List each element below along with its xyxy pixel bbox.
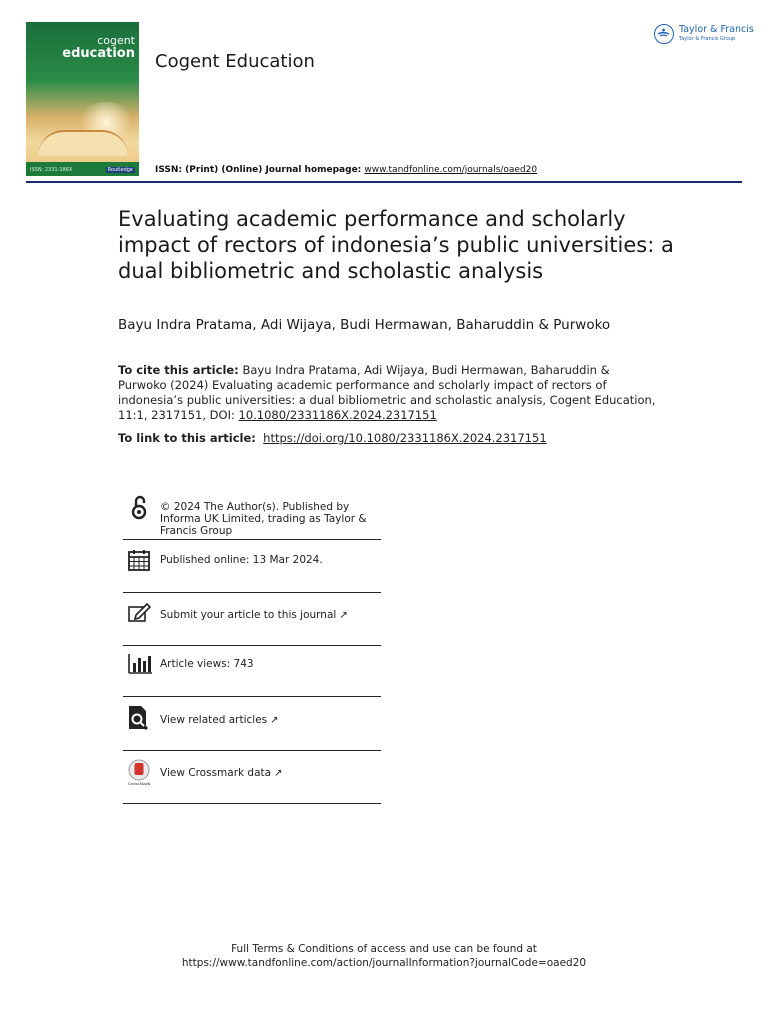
metadata-divider bbox=[123, 803, 381, 804]
article-title: Evaluating academic performance and scholarly impact of rectors of indonesia’s public universities: a dual bibliometric and scholastic analysis bbox=[118, 207, 674, 283]
metadata-divider bbox=[123, 592, 381, 593]
related-search-icon bbox=[127, 705, 151, 729]
footer-terms-url[interactable]: https://www.tandfonline.com/action/journalInformation?journalCode=oaed20 bbox=[181, 957, 587, 969]
cite-doi-link[interactable]: 10.1080/2331186X.2024.2317151 bbox=[238, 408, 437, 422]
link-label: To link to this article: bbox=[118, 431, 256, 445]
article-views-text: Article views: 743 bbox=[160, 658, 254, 670]
metadata-divider bbox=[123, 750, 381, 751]
article-authors: Bayu Indra Pratama, Adi Wijaya, Budi Hermawan, Baharuddin & Purwoko bbox=[118, 317, 611, 333]
cover-brand-education: education bbox=[62, 46, 135, 61]
tf-logo-icon bbox=[654, 24, 674, 44]
cover-issn: ISSN: 2331-186X bbox=[30, 167, 73, 173]
cover-brand-cogent: cogent bbox=[97, 34, 135, 47]
metadata-divider bbox=[123, 645, 381, 646]
open-access-icon bbox=[127, 494, 151, 518]
open-access-text: © 2024 The Author(s). Published by Informa UK Limited, trading as Taylor & Francis Group bbox=[160, 501, 367, 537]
bar-chart-icon bbox=[127, 652, 151, 676]
header-divider bbox=[26, 181, 742, 183]
metadata-divider bbox=[123, 696, 381, 697]
publisher-logo bbox=[654, 22, 754, 48]
external-link-icon: ↗ bbox=[270, 715, 279, 726]
external-link-icon: ↗ bbox=[339, 610, 348, 621]
article-doi-link[interactable]: https://doi.org/10.1080/2331186X.2024.2317151 bbox=[263, 431, 547, 445]
related-articles-link[interactable] bbox=[160, 714, 382, 727]
edit-icon bbox=[127, 601, 151, 625]
issn-line bbox=[155, 165, 537, 175]
crossmark-icon-text: CrossMark bbox=[127, 781, 151, 786]
footer-terms-text: Full Terms & Conditions of access and use can be found at bbox=[231, 943, 537, 955]
cover-publisher-logo: Routledge bbox=[107, 167, 133, 173]
publisher-name: Taylor & Francis bbox=[679, 24, 754, 35]
metadata-divider bbox=[123, 539, 381, 540]
article-link-line bbox=[118, 431, 547, 445]
page-footer bbox=[0, 942, 768, 970]
related-articles-label: View related articles bbox=[160, 714, 268, 726]
crossmark-label: View Crossmark data bbox=[160, 767, 272, 779]
submit-article-label: Submit your article to this journal bbox=[160, 609, 337, 621]
publisher-sub: Taylor & Francis Group bbox=[679, 36, 736, 42]
cover-open-book-illustration bbox=[38, 130, 128, 156]
published-date-text: Published online: 13 Mar 2024. bbox=[160, 554, 323, 566]
crossmark-icon bbox=[127, 759, 151, 786]
cite-label: To cite this article: bbox=[118, 363, 239, 377]
cite-text: Bayu Indra Pratama, Adi Wijaya, Budi Hermawan, Baharuddin & Purwoko (2024) Evaluating academic performance and scholarly impact of rectors of indonesia’s public universities: a dual bibliometric and scholastic analysis, Cogent Education, 11:1, 2317151, DOI: bbox=[118, 363, 656, 422]
citation-block bbox=[118, 363, 658, 423]
submit-article-link[interactable] bbox=[160, 609, 382, 622]
journal-title: Cogent Education bbox=[155, 51, 315, 72]
calendar-icon bbox=[127, 548, 151, 572]
journal-cover bbox=[26, 22, 139, 176]
issn-label: ISSN: (Print) (Online) Journal homepage: bbox=[155, 165, 365, 175]
crossmark-link[interactable] bbox=[160, 767, 382, 780]
external-link-icon: ↗ bbox=[274, 768, 283, 779]
journal-homepage-link[interactable]: www.tandfonline.com/journals/oaed20 bbox=[364, 165, 538, 175]
